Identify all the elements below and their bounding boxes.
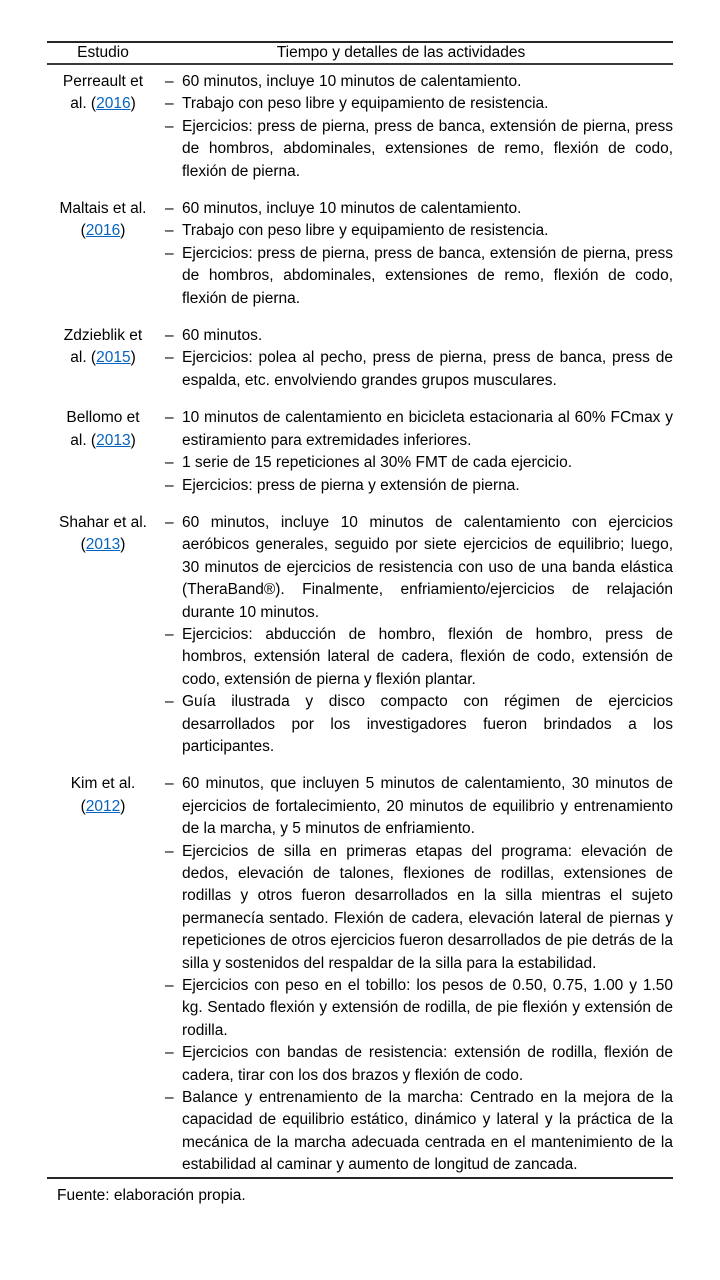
- table-row: [47, 198, 673, 310]
- citation-year-link[interactable]: 2016: [96, 95, 131, 113]
- activity-item: [165, 407, 673, 452]
- activity-item: [165, 691, 673, 758]
- activity-item-text: 10 minutos de calentamiento en bicicleta estacionaria al 60% FCmax y estiramiento para extremidades inferiores.: [182, 409, 673, 449]
- activity-item-text: Ejercicios de silla en primeras etapas del programa: elevación de dedos, elevación de talones, flexiones de rodillas, extensiones de rodillas y otros fueron desarrollados en la silla mientras el sujeto permanecía sentado. Flexión de cadera, elevación lateral de piernas y repeticiones de otros ejercicios fueron desarrollados de pie detrás de la silla y sostenidos del respaldar de la silla para la estabilidad.: [182, 842, 673, 972]
- activity-item: [165, 71, 673, 93]
- activity-item: [165, 624, 673, 691]
- activity-item-text: Ejercicios con peso en el tobillo: los pesos de 0.50, 0.75, 1.00 y 1.50 kg. Sentado flexión y extensión de rodilla, de pie flexión y extensión de rodilla.: [182, 977, 673, 1039]
- activity-item-text: Balance y entrenamiento de la marcha: Centrado en la mejora de la capacidad de equilibrio estático, dinámico y lateral y la práctica de la mecánica de la marcha adecuada centrada en el mantenimiento de la estabilidad al caminar y aumento de longitud de zancada.: [182, 1089, 673, 1174]
- citation-pre: (: [80, 536, 86, 554]
- dash-bullet: –: [165, 244, 174, 262]
- activity-item: [165, 512, 673, 624]
- activity-item-text: 60 minutos, que incluyen 5 minutos de calentamiento, 30 minutos de ejercicios de fortalecimiento, 20 minutos de equilibrio y entrenamiento de la marcha, y 5 minutos de enfriamiento.: [182, 775, 673, 838]
- header-estudio: Estudio: [77, 44, 129, 61]
- activity-item-text: 60 minutos, incluye 10 minutos de calentamiento.: [182, 200, 522, 218]
- citation-post: ): [120, 797, 126, 815]
- citation-post: ): [130, 349, 136, 367]
- activity-item: [165, 1087, 673, 1177]
- citation-year-link[interactable]: 2016: [85, 222, 121, 240]
- study-name-line1: Maltais et al.: [59, 200, 147, 218]
- activity-item-text: 60 minutos, incluye 10 minutos de calentamiento.: [182, 73, 522, 90]
- activity-item: [165, 116, 673, 183]
- header-tiempo-detalles: Tiempo y detalles de las actividades: [276, 44, 526, 61]
- citation-year-link[interactable]: 2013: [85, 536, 121, 554]
- activity-item-text: 60 minutos.: [182, 327, 263, 345]
- citation-pre: al. (: [70, 431, 97, 449]
- activity-item: [165, 347, 673, 392]
- activity-item-text: Trabajo con peso libre y equipamiento de resistencia.: [182, 222, 549, 240]
- activity-details-cell: [159, 407, 673, 497]
- dash-bullet: –: [165, 775, 174, 793]
- dash-bullet: –: [165, 95, 174, 113]
- study-citation-cell: [47, 71, 159, 183]
- study-citation-cell: [47, 325, 159, 392]
- dash-bullet: –: [165, 454, 174, 472]
- dash-bullet: –: [165, 1044, 174, 1062]
- study-citation-cell: [47, 198, 159, 310]
- activity-item-text: Ejercicios: press de pierna y extensión de pierna.: [182, 476, 520, 494]
- table-row: [47, 325, 673, 392]
- dash-bullet: –: [165, 327, 174, 345]
- dash-bullet: –: [165, 1089, 174, 1107]
- dash-bullet: –: [165, 117, 174, 135]
- activity-item: [165, 475, 673, 497]
- activity-item: [165, 841, 673, 975]
- activity-details-cell: [159, 71, 673, 183]
- dash-bullet: –: [165, 200, 174, 218]
- activity-item-text: 60 minutos, incluye 10 minutos de calentamiento con ejercicios aeróbicos generales, seguido por siete ejercicios de equilibrio; luego, 30 minutos de ejercicios de resistencia con uso de una banda elástica (TheraBand®). Finalmente, enfriamiento/ejercicios de relajación durante 10 minutos.: [182, 513, 673, 621]
- dash-bullet: –: [165, 476, 174, 494]
- dash-bullet: –: [165, 513, 174, 531]
- activity-item-text: Trabajo con peso libre y equipamiento de resistencia.: [182, 95, 549, 113]
- citation-year-link[interactable]: 2012: [85, 797, 121, 815]
- dash-bullet: –: [165, 222, 174, 240]
- table-row: [47, 407, 673, 497]
- activity-details-cell: [159, 325, 673, 392]
- activity-item-text: Ejercicios: polea al pecho, press de pierna, press de banca, press de espalda, etc. envolviendo grandes grupos musculares.: [182, 349, 673, 389]
- citation-pre: (: [80, 222, 86, 240]
- activity-item-text: Ejercicios: abducción de hombro, flexión de hombro, press de hombros, extensión lateral de cadera, flexión de codo, extensión de codo, extensión de pierna y flexión plantar.: [182, 625, 673, 688]
- activity-item-text: Guía ilustrada y disco compacto con régimen de ejercicios desarrollados por los investigadores fueron brindados a los participantes.: [182, 693, 673, 755]
- study-name-line1: Perreault et: [62, 73, 144, 90]
- dash-bullet: –: [165, 625, 174, 643]
- citation-year-link[interactable]: 2013: [96, 431, 131, 449]
- activity-item-text: Ejercicios: press de pierna, press de banca, extensión de pierna, press de hombros, abdominales, extensiones de remo, flexión de codo, flexión de pierna.: [182, 117, 673, 180]
- dash-bullet: –: [165, 842, 174, 860]
- studies-table: [47, 41, 673, 1179]
- activity-details-cell: [159, 773, 673, 1176]
- activity-item: [165, 243, 673, 310]
- citation-post: ): [130, 95, 136, 113]
- activity-item: [165, 325, 673, 347]
- study-name-line1: Zdzieblik et: [63, 327, 143, 345]
- activity-item: [165, 220, 673, 242]
- table-body: [47, 65, 673, 1177]
- dash-bullet: –: [165, 977, 174, 995]
- activity-item: [165, 1042, 673, 1087]
- activity-item-text: Ejercicios: press de pierna, press de banca, extensión de pierna, press de hombros, abdominales, extensiones de remo, flexión de codo, flexión de pierna.: [182, 244, 673, 307]
- activity-details-cell: [159, 512, 673, 758]
- study-citation-cell: [47, 512, 159, 758]
- dash-bullet: –: [165, 349, 174, 367]
- citation-pre: al. (: [70, 349, 97, 367]
- citation-pre: al. (: [70, 95, 97, 113]
- study-citation-cell: [47, 407, 159, 497]
- dash-bullet: –: [165, 409, 174, 427]
- citation-post: ): [120, 536, 126, 554]
- activity-item: [165, 93, 673, 115]
- study-name-line1: Shahar et al.: [59, 513, 147, 531]
- citation-post: ): [130, 431, 136, 449]
- table-row: [47, 71, 673, 183]
- source-note: Fuente: elaboración propia.: [57, 1186, 246, 1204]
- activity-details-cell: [159, 198, 673, 310]
- citation-post: ): [120, 222, 126, 240]
- citation-pre: (: [80, 797, 86, 815]
- dash-bullet: –: [165, 693, 174, 711]
- activity-item: [165, 452, 673, 474]
- activity-item-text: Ejercicios con bandas de resistencia: extensión de rodilla, flexión de cadera, tirar con los dos brazos y flexión de codo.: [182, 1044, 673, 1084]
- table-row: [47, 512, 673, 758]
- study-citation-cell: [47, 773, 159, 1176]
- citation-year-link[interactable]: 2015: [96, 349, 131, 367]
- dash-bullet: –: [165, 73, 174, 90]
- activity-item: [165, 975, 673, 1042]
- activity-item-text: 1 serie de 15 repeticiones al 30% FMT de cada ejercicio.: [182, 454, 573, 472]
- table-header-row: [47, 41, 673, 65]
- study-name-line1: Bellomo et: [66, 409, 140, 427]
- study-name-line1: Kim et al.: [70, 775, 136, 793]
- table-row: [47, 773, 673, 1176]
- activity-item: [165, 773, 673, 840]
- activity-item: [165, 198, 673, 220]
